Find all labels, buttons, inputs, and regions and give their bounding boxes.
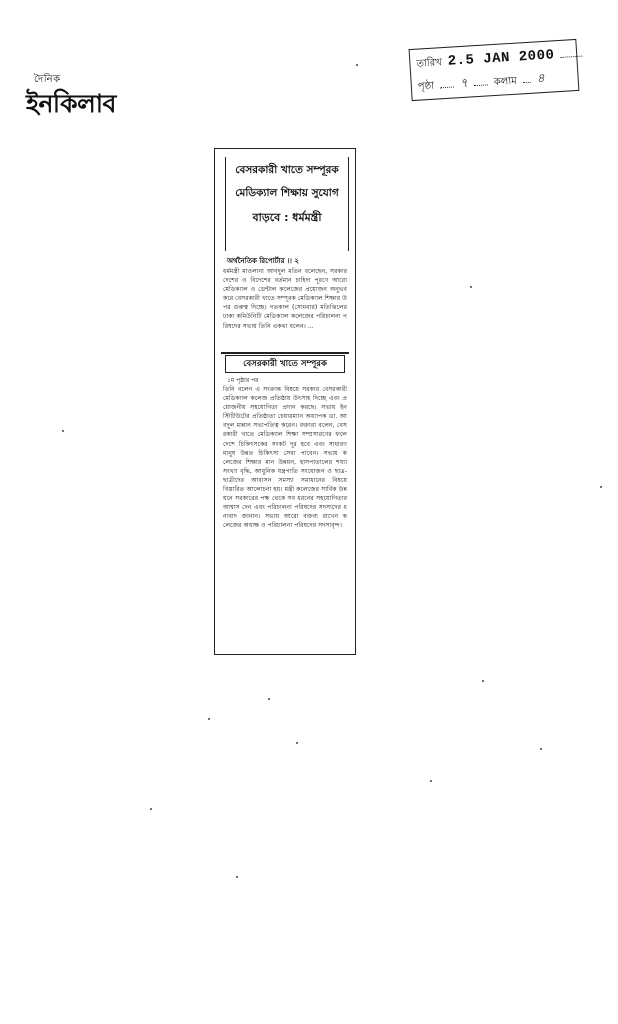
section-divider bbox=[221, 352, 349, 354]
scan-speck bbox=[268, 698, 270, 700]
scan-speck bbox=[540, 748, 542, 750]
scan-speck bbox=[208, 718, 210, 720]
headline-line-2: মেডিক্যাল শিক্ষায় সুযোগ bbox=[235, 187, 339, 199]
scan-speck bbox=[236, 876, 238, 878]
headline-line-1: বেসরকারী খাতে সম্পূরক bbox=[235, 164, 339, 176]
stamp-column-value: ৪ bbox=[536, 70, 545, 86]
stamp-date-value: 2.5 JAN 2000 bbox=[447, 47, 555, 70]
scan-speck bbox=[482, 680, 484, 682]
scan-speck bbox=[356, 64, 358, 66]
headline-line-3: বাড়বে : ধর্মমন্ত্রী bbox=[252, 211, 322, 224]
article-body-part-2: তিনি বলেন এ সংক্রান্ত বিষয়ে সরকার বেসরকারী মেডিক্যাল কলেজ প্রতিষ্ঠায় উৎসাহ দিচ্ছে এবং প্রয়োজনীয় সহযোগিতা প্রদান করছে। সভায় ইনস্টিটিউটের প্রতিষ্ঠাতা চেয়ারম্যান অধ্যাপক ডা. আবদুল মান্নান সভাপতিত্ব করেন। বক্তারা বলেন, বেসরকারী খাতে মেডিক্যাল শিক্ষা সম্প্রসারণের ফলে দেশে চিকিৎসকের সংকট দূর হবে এবং সাধারণ মানুষ উন্নত চিকিৎসা সেবা পাবেন। সভায় কলেজের শিক্ষার মান উন্নয়ন, হাসপাতালের শয্যা সংখ্যা বৃদ্ধি, আধুনিক যন্ত্রপাতি সংযোজন ও ছাত্র-ছাত্রীদের আবাসন সমস্যা সমাধানের বিষয়ে বিস্তারিত আলোচনা হয়। মন্ত্রী কলেজের সার্বিক উন্নয়নে সরকারের পক্ষ থেকে সব ধরনের সহযোগিতার আশ্বাস দেন এবং পরিচালনা পরিষদের সদস্যদের ধন্যবাদ জানান। সভায় আরো বক্তব্য রাখেন কলেজের অধ্যক্ষ ও পরিচালনা পরিষদের সদস্যবৃন্দ। bbox=[223, 386, 347, 530]
scan-speck bbox=[470, 286, 472, 288]
stamp-column-label: কলাম bbox=[493, 75, 518, 89]
article-body-part-1: ধর্মমন্ত্রী মাওলানা আবদুল মতিন বলেছেন, সরকার দেশের ও বিদেশের বর্তমান চাহিদা পূরণে আরো মেডিক্যাল ও ডেন্টাল কলেজের প্রয়োজন অনুভব করে বেসরকারী খাতে সম্পূরক মেডিক্যাল শিক্ষার উপর গুরুত্ব দিচ্ছে। গতকাল (সোমবার) মতিঝিলের ঢাকা কমিউনিটি মেডিক্যাল কলেজের পরিচালনা পরিষদের সভায় তিনি একথা বলেন। ... bbox=[223, 268, 347, 330]
masthead-label: দৈনিক bbox=[34, 74, 61, 85]
stamp-date-row bbox=[416, 46, 583, 74]
stamp-date-label: তারিখ bbox=[416, 57, 443, 70]
stamp-fill-line bbox=[561, 56, 583, 58]
stamp-fill-line bbox=[440, 86, 454, 88]
scan-speck bbox=[62, 430, 64, 432]
stamp-fill-line bbox=[523, 82, 531, 83]
headline-box bbox=[225, 157, 349, 251]
continuation-from: ১ম পৃষ্ঠার পর bbox=[227, 377, 259, 384]
scan-speck bbox=[296, 742, 298, 744]
scan-speck bbox=[150, 808, 152, 810]
news-clipping bbox=[214, 148, 356, 655]
stamp-fill-line bbox=[474, 84, 488, 86]
date-stamp bbox=[409, 39, 580, 101]
stamp-page-value: ৭ bbox=[459, 75, 469, 91]
continuation-title: বেসরকারী খাতে সম্পূরক bbox=[225, 355, 345, 373]
scan-speck bbox=[430, 780, 432, 782]
newspaper-name: ইনকিলাব bbox=[26, 89, 116, 118]
stamp-page-row bbox=[417, 70, 545, 98]
byline: অর্থনৈতিক রিপোর্টার ।। ২ bbox=[227, 257, 299, 265]
stamp-page-label: পৃষ্ঠা bbox=[417, 80, 435, 93]
scan-speck bbox=[600, 486, 602, 488]
